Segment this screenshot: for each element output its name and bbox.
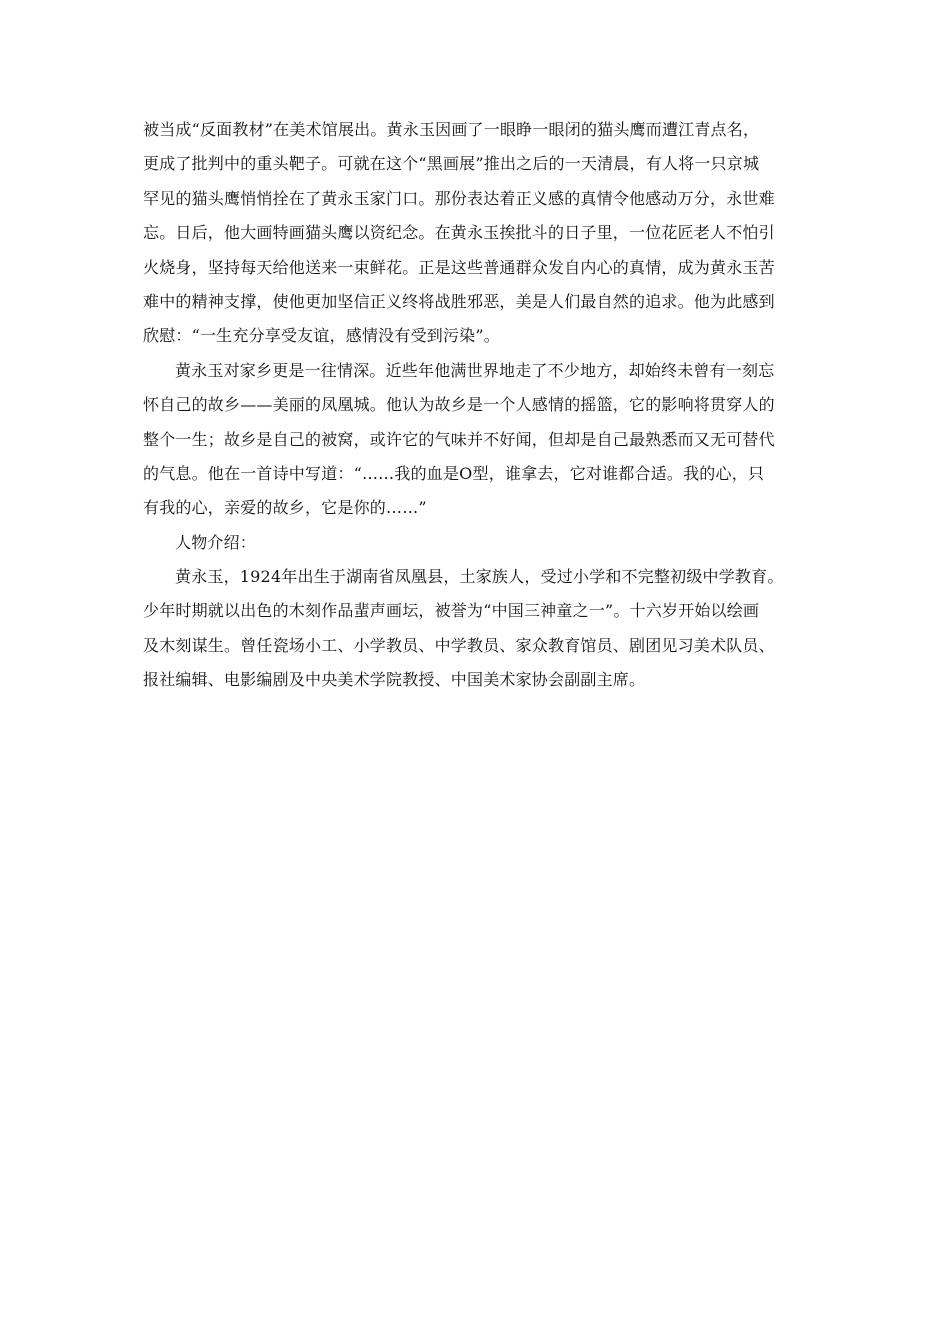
paragraph-line: 黄永玉，1924年出生于湖南省凤凰县，土家族人，受过小学和不完整初级中学教育。 (175, 567, 784, 587)
paragraph-line: 更成了批判中的重头靶子。可就在这个“黑画展”推出之后的一天清晨，有人将一只京城 (143, 154, 760, 174)
paragraph-line: 报社编辑、电影编剧及中央美术学院教授、中国美术家协会副副主席。 (143, 670, 646, 690)
paragraph-line: 黄永玉对家乡更是一往情深。近些年他满世界地走了不少地方，却始终未曾有一刻忘 (175, 360, 775, 380)
paragraph-line: 被当成“反面教材”在美术馆展出。黄永玉因画了一眼睁一眼闭的猫头鹰而遭江青点名， (143, 120, 760, 139)
document-body (143, 113, 811, 698)
paragraph-line: 罕见的猫头鹰悄悄拴在了黄永玉家门口。那份表达着正义感的真情令他感动万分，永世难 (143, 188, 775, 208)
paragraph-line: 怀自己的故乡——美丽的凤凰城。他认为故乡是一个人感情的摇篮，它的影响将贯穿人的 (143, 395, 775, 415)
paragraph-line: 少年时期就以出色的木刻作品蜚声画坛，被誉为“中国三神童之一”。十六岁开始以绘画 (143, 601, 760, 621)
section-heading: 人物介绍： (175, 532, 257, 552)
paragraph-line: 忘。日后，他大画特画猫头鹰以资纪念。在黄永玉挨批斗的日子里，一位花匠老人不怕引 (143, 223, 775, 243)
paragraph-line: 的气息。他在一首诗中写道：“……我的血是O型，谁拿去，它对谁都合适。我的心，只 (143, 463, 765, 483)
paragraph-line: 整个一生；故乡是自己的被窝，或许它的气味并不好闻，但却是自己最熟悉而又无可替代 (143, 429, 775, 449)
paragraph-line: 有我的心，亲爱的故乡，它是你的……” (143, 498, 427, 518)
paragraph-line: 难中的精神支撑，使他更加坚信正义终将战胜邪恶，美是人们最自然的追求。他为此感到 (143, 291, 775, 311)
paragraph-line: 火烧身，坚持每天给他送来一束鲜花。正是这些普通群众发自内心的真情，成为黄永玉苦 (143, 257, 775, 277)
paragraph-line: 及木刻谋生。曾任瓷场小工、小学教员、中学教员、家众教育馆员、剧团见习美术队员、 (143, 635, 775, 655)
paragraph-line: 欣慰：“一生充分享受友谊，感情没有受到污染”。 (143, 326, 500, 346)
